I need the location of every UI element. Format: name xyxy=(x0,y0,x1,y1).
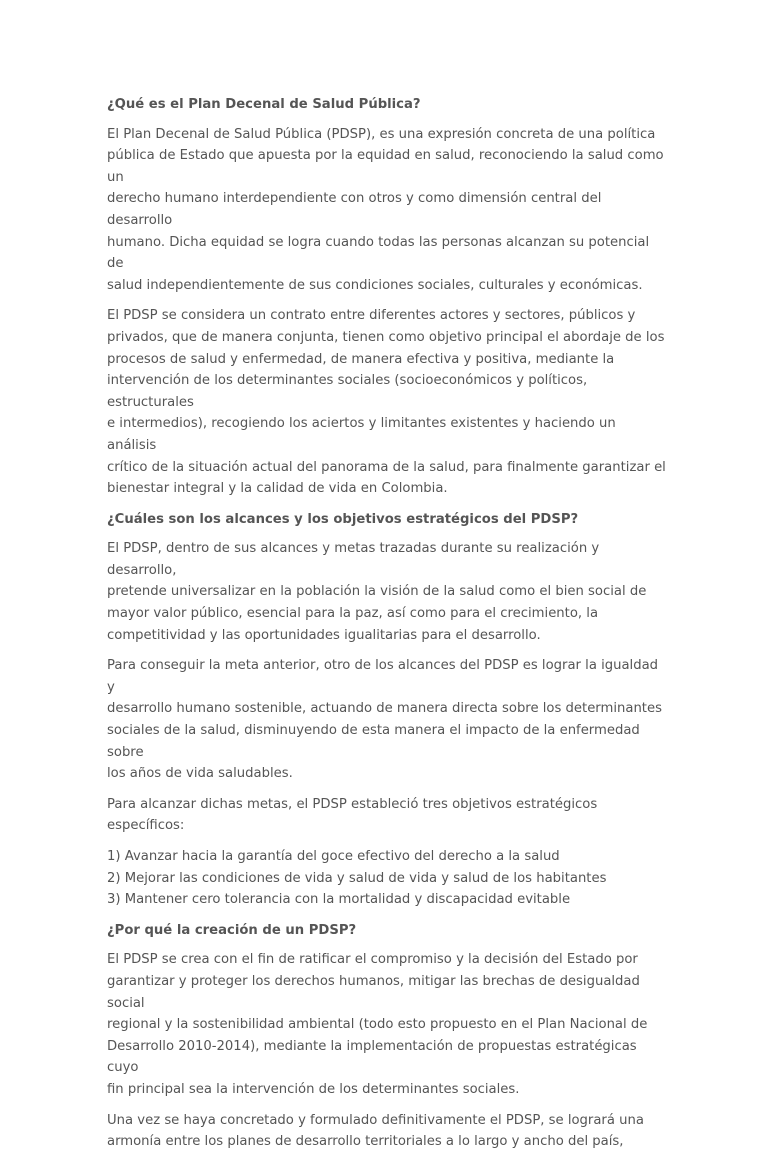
paragraph: Una vez se haya concretado y formulado definitivamente el PDSP, se logrará una armonía entre los planes de desarrollo territoriales a lo largo y ancho del país, xyxy=(107,1112,644,1150)
list-item: 2) Mejorar las condiciones de vida y salud de vida y salud de los habitantes xyxy=(107,870,607,886)
paragraph: Para conseguir la meta anterior, otro de los alcances del PDSP es lograr la igualdad y desarrollo humano sostenible, actuando de manera directa sobre los determinantes sociales de la salud, disminuyendo de esta manera el impacto de la enfermedad sobre los años de vida saludables. xyxy=(107,658,662,782)
objectives-list xyxy=(107,846,667,911)
paragraph: El PDSP se crea con el fin de ratificar el compromiso y la decisión del Estado por garantizar y proteger los derechos humanos, mitigar las brechas de desigualdad social regional y la sostenibilidad ambiental (todo esto propuesto en el Plan Nacional de Desarrollo 2010-2014), mediante la implementación de propuestas estratégicas cuyo fin principal sea la intervención de los determinantes sociales. xyxy=(107,952,648,1097)
paragraph: El PDSP, dentro de sus alcances y metas trazadas durante su realización y desarrollo, pretende universalizar en la población la visión de la salud como el bien social de mayor valor público, esencial para la paz, así como para el crecimiento, la competitividad y las oportunidades igualitarias para el desarrollo. xyxy=(107,541,647,643)
section-heading-scope-objectives: ¿Cuáles son los alcances y los objetivos estratégicos del PDSP? xyxy=(107,511,579,527)
paragraph: El Plan Decenal de Salud Pública (PDSP), es una expresión concreta de una política pública de Estado que apuesta por la equidad en salud, reconociendo la salud como un derecho humano interdependiente con otros y como dimensión central del desarrollo humano. Dicha equidad se logra cuando todas las personas alcanzan su potencial de salud independientemente de sus condiciones sociales, culturales y económicas. xyxy=(107,126,664,293)
section-heading-why-pdsp: ¿Por qué la creación de un PDSP? xyxy=(107,922,357,938)
section-heading-what-is-pdsp: ¿Qué es el Plan Decenal de Salud Pública? xyxy=(107,97,421,112)
paragraph: Para alcanzar dichas metas, el PDSP estableció tres objetivos estratégicos específicos: xyxy=(107,796,598,834)
paragraph: El PDSP se considera un contrato entre diferentes actores y sectores, públicos y privados, que de manera conjunta, tienen como objetivo principal el abordaje de los procesos de salud y enfermedad, de manera efectiva y positiva, mediante la intervención de los determinantes sociales (socioeconómicos y políticos, estructurales e intermedios), recogiendo los aciertos y limitantes existentes y haciendo un análisis crítico de la situación actual del panorama de la salud, para finalmente garantizar el bienestar integral y la calidad de vida en Colombia. xyxy=(107,308,666,497)
document-body xyxy=(107,94,667,1162)
list-item: 1) Avanzar hacia la garantía del goce efectivo del derecho a la salud xyxy=(107,849,560,864)
list-item: 3) Mantener cero tolerancia con la mortalidad y discapacidad evitable xyxy=(107,892,571,908)
